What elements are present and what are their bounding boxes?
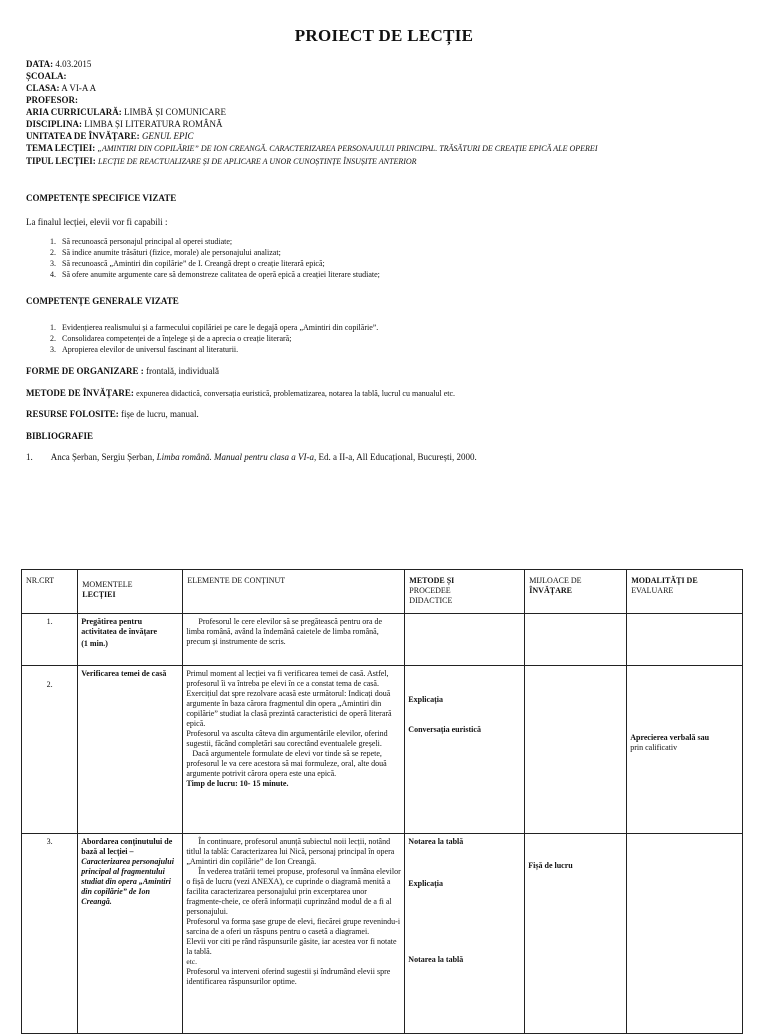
row-evaluare: Aprecierea verbală sau prin calificativ	[627, 666, 743, 834]
row-mijloace	[525, 666, 627, 834]
row-evaluare	[627, 834, 743, 1034]
header-mijloace: MIJLOACE DE ÎNVĂȚARE	[525, 570, 627, 614]
meta-profesor-row: PROFESOR:	[26, 95, 79, 105]
page-title: PROIECT DE LECȚIE	[294, 26, 474, 45]
row-moment: Pregătirea pentru activitatea de învățare (1 min.)	[78, 614, 183, 666]
list-item: 3. Apropierea elevilor de universul fascinant al literaturii.	[58, 344, 378, 355]
row-metode: Explicația Conversația euristică	[405, 666, 525, 834]
list-item: 2. Să indice anumite trăsături (fizice, morale) ale personajului analizat;	[58, 247, 380, 258]
header-elemente: ELEMENTE DE CONȚINUT	[183, 570, 405, 614]
competente-specifice-list	[26, 236, 380, 280]
meta-tipul-row: TIPUL LECȚIEI: LECȚIE DE REACTUALIZARE ȘI DE APLICARE A UNOR CUNOȘTINȚE ÎNSUȘITE ANTERIOR	[26, 156, 417, 166]
row-nr: 1.	[22, 614, 78, 666]
row-content: Primul moment al lecției va fi verificarea temei de casă. Astfel, profesorul îi va întreba pe elevi în ce a constat tema de casă. Exercițiul dat spre rezolvare acasă este următorul: Indicați două argumente în baza cărora fragmentul din opera „Amintiri din copilărie” studiat la clasă prezintă caracteristici de operă literară epică. Profesorul va asculta câteva din argumentările elevilor, oferind sugestii, făcând completări sau corectând eventualele greșeli. Dacă argumentele formulate de elevi vor tinde să se repete, profesorul le va cere acestora să mai formuleze, oral, alte două argumente potrivit cărora opera este una epică. Timp de lucru: 10- 15 minute.	[183, 666, 405, 834]
list-item: 4. Să ofere anumite argumente care să demonstreze calitatea de operă epică a creației literare studiate;	[58, 269, 380, 280]
header-metode: METODE ȘI PROCEDEE DIDACTICE	[405, 570, 525, 614]
competente-specifice-heading: COMPETENȚE SPECIFICE VIZATE	[26, 193, 177, 203]
lesson-meta	[26, 58, 597, 168]
list-item: 1. Evidențierea realismului și a farmecului copilăriei pe care le degajă opera „Amintiri din copilărie”.	[58, 322, 378, 333]
row-content: Profesorul le cere elevilor să se pregătească pentru ora de limba română, având la îndemână caietele de limba română, precum și instrumente de scris.	[183, 614, 405, 666]
list-item: 2. Consolidarea competenței de a înțelege și de a aprecia o creație literară;	[58, 333, 378, 344]
list-item: 1. Să recunoască personajul principal al operei studiate;	[58, 236, 380, 247]
meta-tema-row: TEMA LECȚIEI: „AMINTIRI DIN COPILĂRIE” DE ION CREANGĂ. CARACTERIZAREA PERSONAJULUI PRINCIPAL. TRĂSĂTURI DE CREAȚIE EPICĂ ALE OPEREI	[26, 143, 598, 153]
metode-invatare: METODE DE ÎNVĂȚARE: expunerea didactică, conversația euristică, problematizarea, notarea la tablă, lucrul cu manualul etc.	[26, 388, 456, 398]
meta-data-row: DATA: 4.03.2015	[26, 59, 92, 69]
competente-specifice-intro: La finalul lecției, elevii vor fi capabili :	[26, 217, 168, 227]
bibliografie-heading: BIBLIOGRAFIE	[26, 431, 94, 441]
row-content: În continuare, profesorul anunță subiectul noii lecții, notând titlul la tablă: Caracterizarea lui Nică, personaj principal în opera „Amintiri din copilărie” de Ion Creangă. În vederea tratării temei propuse, profesorul va înmâna elevilor o fișă de lucru (vezi ANEXA), ce cuprinde o diagramă menită a facilita caracterizarea personajului prin excerptarea unor fragmente-cheie, ce oferă informații cuprinzând modul de a fi al personajului. Profesorul va forma șase grupe de elevi, fiecărei grupe revenindu-i sarcina de a oferi un răspuns pentru o casetă a diagramei. Elevii vor citi pe rând răspunsurile găsite, iar acestea vor fi notate la tablă. etc. Profesorul va interveni oferind sugestii și îndrumând elevii spre identificarea răspunsurilor optime.	[183, 834, 405, 1034]
header-momente: MOMENTELE LECȚIEI	[78, 570, 183, 614]
row-nr: 3.	[22, 834, 78, 1034]
row-evaluare	[627, 614, 743, 666]
header-modalitati: MODALITĂȚI DE EVALUARE	[627, 570, 743, 614]
lesson-table	[21, 569, 743, 1034]
table-row	[22, 666, 743, 834]
competente-generale-heading: COMPETENȚE GENERALE VIZATE	[26, 296, 179, 306]
row-mijloace	[525, 614, 627, 666]
meta-aria-row: ARIA CURRICULARĂ: LIMBĂ ȘI COMUNICARE	[26, 107, 227, 117]
resurse-folosite: RESURSE FOLOSITE: fișe de lucru, manual.	[26, 409, 199, 419]
meta-disciplina-row: DISCIPLINA: LIMBA ȘI LITERATURA ROMÂNĂ	[26, 119, 223, 129]
competente-specifice-section	[26, 193, 380, 280]
table-header-row	[22, 570, 743, 614]
row-nr: 2.	[22, 666, 78, 834]
row-mijloace: Fișă de lucru	[525, 834, 627, 1034]
meta-unitatea-row: UNITATEA DE ÎNVĂȚARE: GENUL EPIC	[26, 131, 194, 141]
header-nr: NR.CRT	[22, 570, 78, 614]
table-row	[22, 834, 743, 1034]
row-moment: Verificarea temei de casă	[78, 666, 183, 834]
competente-generale-list	[26, 322, 378, 355]
forme-organizare: FORME DE ORGANIZARE : frontală, individuală	[26, 366, 219, 376]
table-row	[22, 614, 743, 666]
meta-scoala-row: ȘCOALA:	[26, 71, 67, 81]
row-metode	[405, 614, 525, 666]
row-moment: Abordarea conținutului de bază al lecției – Caracterizarea personajului principal al fragmentului studiat din opera „Amintiri din copilărie” de Ion Creangă.	[78, 834, 183, 1034]
competente-generale-section	[26, 296, 378, 355]
bibliografie-entry: 1. Anca Șerban, Sergiu Șerban, Limba română. Manual pentru clasa a VI-a, Ed. a II-a, All Educațional, București, 2000.	[26, 452, 477, 462]
meta-clasa-row: CLASA: A VI-A A	[26, 83, 97, 93]
list-item: 3. Să recunoască „Amintiri din copilărie” de I. Creangă drept o creație literară epică;	[58, 258, 380, 269]
row-metode: Notarea la tablă Explicația Notarea la tablă	[405, 834, 525, 1034]
